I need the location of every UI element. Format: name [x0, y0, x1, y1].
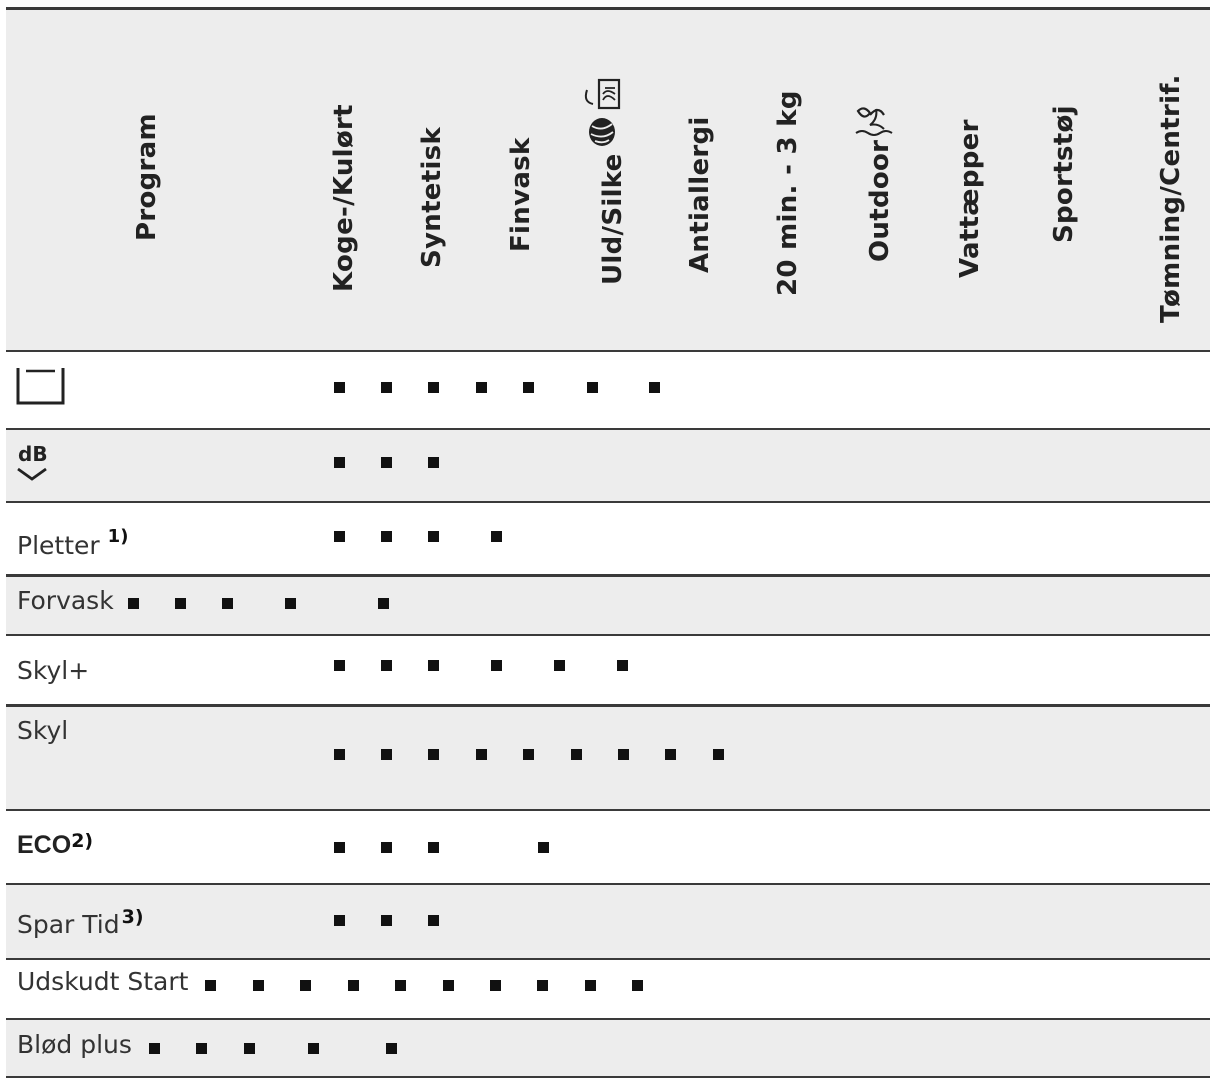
option-mark: [334, 749, 345, 760]
option-mark: [523, 749, 534, 760]
option-mark: [253, 980, 264, 991]
option-mark: [443, 980, 454, 991]
table-top-rule: [6, 7, 1210, 10]
option-mark: [428, 660, 439, 671]
row-divider: [6, 501, 1210, 503]
option-mark: [632, 980, 643, 991]
svg-text:dB: dB: [18, 442, 48, 466]
column-header-antiallergi: Antiallergi: [685, 116, 715, 273]
column-header-syntetisk: Syntetisk: [417, 126, 447, 268]
option-mark: [617, 660, 628, 671]
option-mark: [554, 660, 565, 671]
option-mark: [428, 842, 439, 853]
row-label-forvask: Forvask: [17, 586, 114, 615]
column-header-program: Program: [132, 113, 162, 241]
row-divider: [6, 809, 1210, 811]
option-mark: [490, 980, 501, 991]
option-mark: [175, 598, 186, 609]
column-header-20min: 20 min. - 3 kg: [773, 90, 803, 296]
option-mark: [300, 980, 311, 991]
column-header-koge: Koge-/Kulørt: [329, 104, 359, 292]
row-divider: [6, 428, 1210, 430]
row-background: [6, 705, 1210, 810]
row-divider: [6, 1076, 1210, 1078]
option-mark: [149, 1043, 160, 1054]
option-mark: [386, 1043, 397, 1054]
option-mark: [428, 382, 439, 393]
option-mark: [618, 749, 629, 760]
row-label-blod-plus: Blød plus: [17, 1030, 132, 1059]
row-background: [6, 576, 1210, 635]
row-background: [6, 1019, 1210, 1077]
option-mark: [381, 660, 392, 671]
option-mark: [428, 457, 439, 468]
option-mark: [571, 749, 582, 760]
column-header-finvask: Finvask: [506, 137, 536, 252]
option-mark: [381, 915, 392, 926]
row-divider: [6, 704, 1210, 707]
row-divider: [6, 1018, 1210, 1020]
column-header-vattaepper: Vattæpper: [955, 119, 985, 278]
option-mark: [538, 842, 549, 853]
row-divider: [6, 634, 1210, 636]
option-mark: [334, 382, 345, 393]
row-divider: [6, 350, 1210, 352]
outdoor-icon: [852, 105, 894, 139]
option-mark: [476, 382, 487, 393]
row-background: [6, 430, 1210, 502]
option-mark: [308, 1043, 319, 1054]
option-mark: [285, 598, 296, 609]
wool-icon: [583, 76, 625, 154]
option-mark: [222, 598, 233, 609]
row-label-eco: ECO$^{2)}$: [17, 830, 94, 859]
option-mark: [428, 749, 439, 760]
option-mark: [585, 980, 596, 991]
row-label-udskudt-start: Udskudt Start: [17, 967, 189, 996]
option-mark: [491, 531, 502, 542]
option-mark: [334, 842, 345, 853]
option-mark: [381, 457, 392, 468]
option-mark: [205, 980, 216, 991]
option-mark: [537, 980, 548, 991]
column-header-tomning: Tømning/Centrif.: [1156, 74, 1186, 323]
option-mark: [348, 980, 359, 991]
option-mark: [128, 598, 139, 609]
option-mark: [334, 660, 345, 671]
option-mark: [381, 531, 392, 542]
row-label-pletter: Pletter $^{1)}$: [17, 526, 129, 560]
option-mark: [395, 980, 406, 991]
option-mark: [334, 915, 345, 926]
row-divider: [6, 958, 1210, 960]
option-mark: [378, 598, 389, 609]
db-reduce-icon: [15, 441, 53, 483]
column-header-outdoor: Outdoor: [865, 139, 895, 262]
option-mark: [381, 382, 392, 393]
row-label-spar-tid: Spar Tid $^{3)}$: [17, 906, 144, 939]
option-mark: [428, 915, 439, 926]
option-mark: [196, 1043, 207, 1054]
option-mark: [334, 457, 345, 468]
row-label-skyl: Skyl: [17, 716, 69, 745]
option-mark: [334, 531, 345, 542]
option-mark: [665, 749, 676, 760]
rectangle-program-icon: [15, 366, 67, 406]
option-mark: [713, 749, 724, 760]
column-header-uld: Uld/Silke: [598, 153, 628, 285]
option-mark: [523, 382, 534, 393]
row-label-skyl-plus: Skyl+: [17, 656, 90, 685]
option-mark: [381, 749, 392, 760]
row-background: [6, 884, 1210, 959]
row-divider: [6, 574, 1210, 577]
column-header-sportstoj: Sportstøj: [1049, 105, 1079, 243]
row-divider: [6, 883, 1210, 885]
option-mark: [381, 842, 392, 853]
option-mark: [491, 660, 502, 671]
option-mark: [649, 382, 660, 393]
option-mark: [476, 749, 487, 760]
option-mark: [428, 531, 439, 542]
option-mark: [587, 382, 598, 393]
option-mark: [244, 1043, 255, 1054]
